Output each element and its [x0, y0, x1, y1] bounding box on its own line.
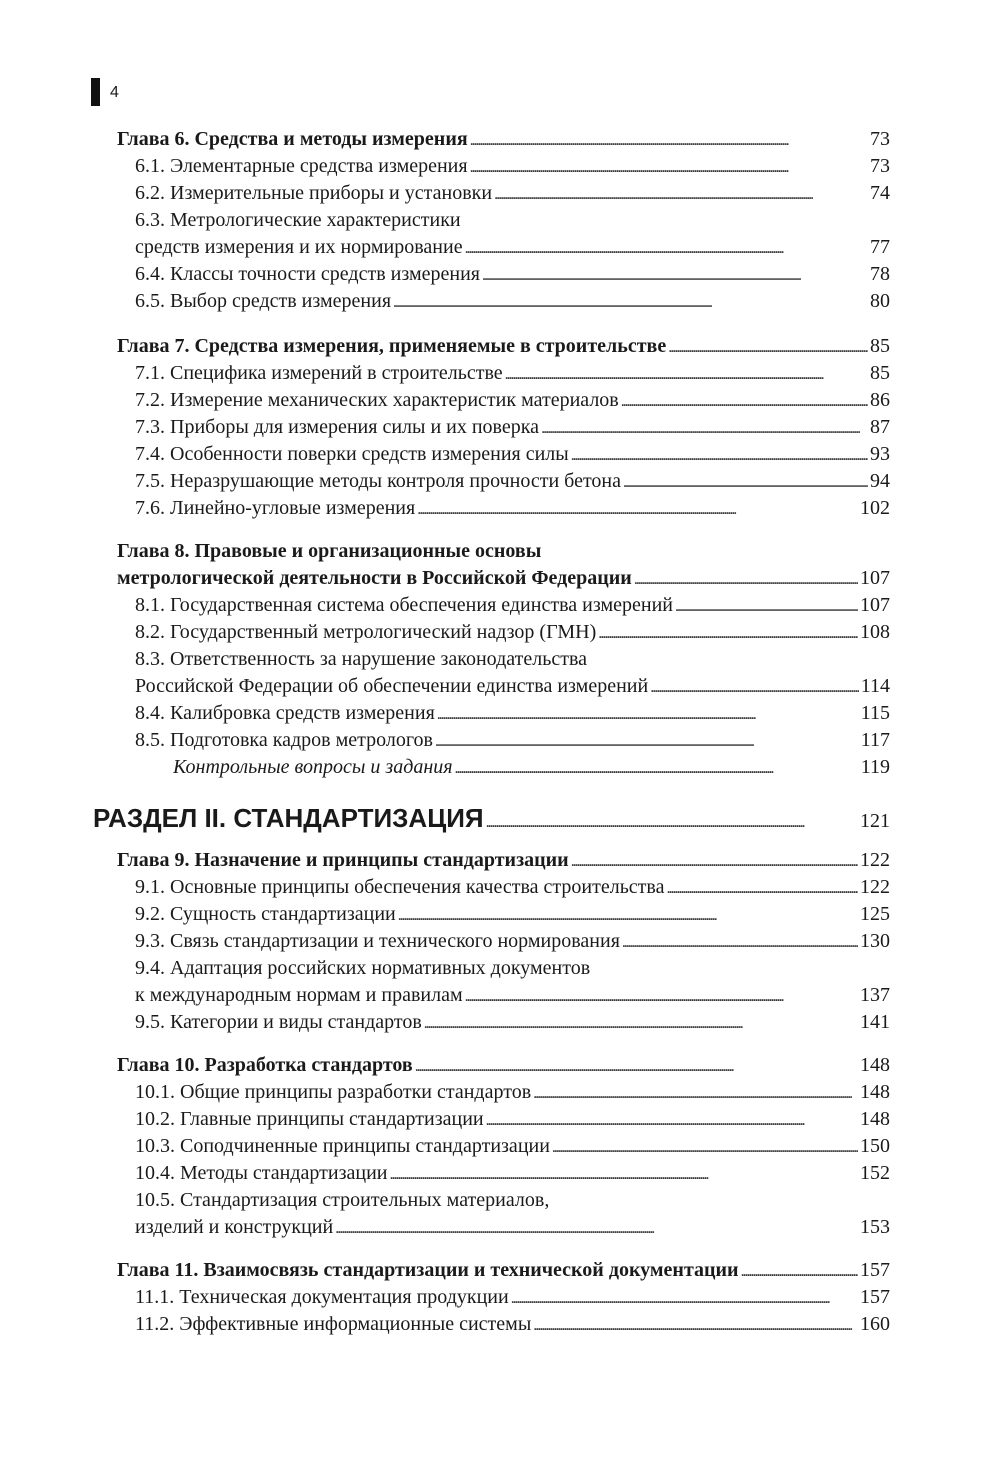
toc-chapter-8[interactable] — [117, 565, 890, 592]
toc-section-7-4[interactable] — [135, 441, 890, 468]
toc-entry-page: 148 — [860, 1081, 890, 1103]
toc-entry-page: 122 — [860, 876, 890, 898]
toc-chapter-9[interactable] — [117, 847, 890, 874]
toc-entry-title: 8.2. Государственный метрологический надзор (ГМН) — [135, 621, 597, 643]
toc-entry-page: 141 — [860, 1011, 890, 1033]
toc-entry-title: 7.1. Специфика измерений в строительстве — [135, 362, 503, 384]
toc-section-7-5[interactable] — [135, 468, 890, 495]
toc-section-9-3[interactable] — [135, 928, 890, 955]
toc-section-7-1[interactable] — [135, 360, 890, 387]
toc-entry-title: 9.5. Категории и виды стандартов — [135, 1011, 422, 1033]
toc-entry-title: Глава 6. Средства и методы измерения — [117, 128, 468, 150]
toc-entry-title: 6.2. Измерительные приборы и установки — [135, 182, 493, 204]
toc-section-8-2[interactable] — [135, 619, 890, 646]
page-marker-bar — [91, 78, 100, 106]
toc-section-10-1[interactable] — [135, 1079, 890, 1106]
toc-section-6-5[interactable] — [135, 288, 890, 315]
toc-section-10-4[interactable] — [135, 1160, 890, 1187]
toc-entry-title: 7.6. Линейно-угловые измерения — [135, 497, 416, 519]
toc-entry-page: 87 — [870, 416, 890, 438]
toc-entry-page: 114 — [860, 675, 890, 697]
toc-questions-8[interactable] — [173, 754, 890, 781]
toc-chapter-11[interactable] — [117, 1257, 890, 1284]
toc-section-11-1[interactable] — [135, 1284, 890, 1311]
toc-entry-title: 10.1. Общие принципы разработки стандартов — [135, 1081, 532, 1103]
toc-section-9-4[interactable] — [135, 982, 890, 1009]
toc-entry-title: Контрольные вопросы и задания — [173, 756, 453, 778]
toc-entry-title: 8.4. Калибровка средств измерения — [135, 702, 435, 724]
toc-entry-page: 77 — [870, 236, 890, 258]
toc-section-10-2[interactable] — [135, 1106, 890, 1133]
toc-entry-page: 73 — [870, 128, 890, 150]
toc-entry-title: Глава 10. Разработка стандартов — [117, 1054, 413, 1076]
toc-entry-page: 115 — [860, 702, 890, 724]
toc-entry-title: метрологической деятельности в Российской Федерации — [117, 567, 632, 589]
toc-entry-title: Глава 7. Средства измерения, применяемые в строительстве — [117, 335, 667, 357]
toc-section-7-3[interactable] — [135, 414, 890, 441]
toc-entry-page: 85 — [870, 335, 890, 357]
toc-entry-page: 78 — [870, 263, 890, 285]
toc-entry-page: 107 — [860, 567, 890, 589]
toc-entry-page: 148 — [860, 1108, 890, 1130]
toc-entry-page: 157 — [860, 1286, 890, 1308]
toc-section-10-5-line1[interactable]: 10.5. Стандартизация строительных материалов, — [135, 1189, 550, 1211]
toc-section-6-3-line1[interactable]: 6.3. Метрологические характеристики — [135, 209, 461, 231]
toc-entry-page: 107 — [860, 594, 890, 616]
toc-part-2[interactable] — [93, 802, 890, 834]
toc-entry-title: 6.5. Выбор средств измерения — [135, 290, 392, 312]
toc-chapter-8-line1[interactable]: Глава 8. Правовые и организационные основы — [117, 540, 542, 562]
toc-entry-title: 7.2. Измерение механических характеристик материалов — [135, 389, 619, 411]
toc-section-11-2[interactable] — [135, 1311, 890, 1338]
toc-entry-page: 122 — [860, 849, 890, 871]
toc-section-6-3[interactable] — [135, 234, 890, 261]
toc-entry-page: 160 — [860, 1313, 890, 1335]
toc-entry-title: 8.5. Подготовка кадров метрологов — [135, 729, 433, 751]
toc-entry-title: 7.4. Особенности поверки средств измерения силы — [135, 443, 569, 465]
toc-chapter-6[interactable] — [117, 126, 890, 153]
toc-entry-page: 125 — [860, 903, 890, 925]
toc-entry-page: 157 — [860, 1259, 890, 1281]
toc-entry-page: 119 — [860, 756, 890, 778]
toc-entry-title: 11.2. Эффективные информационные системы — [135, 1313, 532, 1335]
toc-entry-page: 85 — [870, 362, 890, 384]
toc-entry-title: 6.1. Элементарные средства измерения — [135, 155, 468, 177]
toc-section-6-1[interactable] — [135, 153, 890, 180]
toc-entry-title: РАЗДЕЛ II. СТАНДАРТИЗАЦИЯ — [93, 803, 484, 833]
toc-section-8-3-line1[interactable]: 8.3. Ответственность за нарушение законодательства — [135, 648, 588, 670]
toc-entry-page: 148 — [860, 1054, 890, 1076]
toc-entry-page: 80 — [870, 290, 890, 312]
toc-entry-page: 93 — [870, 443, 890, 465]
toc-entry-title: 10.3. Соподчиненные принципы стандартизации — [135, 1135, 550, 1157]
toc-entry-title: средств измерения и их нормирование — [135, 236, 463, 258]
toc-entry-title: 9.3. Связь стандартизации и технического нормирования — [135, 930, 620, 952]
toc-entry-title: 6.4. Классы точности средств измерения — [135, 263, 480, 285]
toc-entry-page: 74 — [870, 182, 890, 204]
toc-entry-title: к международным нормам и правилам — [135, 984, 463, 1006]
toc-section-9-4-line1[interactable]: 9.4. Адаптация российских нормативных документов — [135, 957, 591, 979]
toc-chapter-7[interactable] — [117, 333, 890, 360]
toc-section-10-3[interactable] — [135, 1133, 890, 1160]
toc-entry-page: 137 — [860, 984, 890, 1006]
toc-section-7-2[interactable] — [135, 387, 890, 414]
toc-entry-title: 9.1. Основные принципы обеспечения качества строительства — [135, 876, 665, 898]
toc-section-8-1[interactable] — [135, 592, 890, 619]
toc-entry-page: 153 — [860, 1216, 890, 1238]
toc-entry-page: 73 — [870, 155, 890, 177]
toc-entry-title: 7.5. Неразрушающие методы контроля прочности бетона — [135, 470, 621, 492]
toc-entry-page: 102 — [860, 497, 890, 519]
toc-section-6-4[interactable] — [135, 261, 890, 288]
page-number: 4 — [110, 84, 119, 101]
toc-entry-title: 7.3. Приборы для измерения силы и их поверка — [135, 416, 540, 438]
toc-section-8-4[interactable] — [135, 700, 890, 727]
toc-entry-page: 108 — [860, 621, 890, 643]
toc-entry-title: изделий и конструкций — [135, 1216, 334, 1238]
toc-section-9-1[interactable] — [135, 874, 890, 901]
toc-entry-page: 86 — [870, 389, 890, 411]
toc-entry-page: 117 — [860, 729, 890, 751]
toc-entry-title: 11.1. Техническая документация продукции — [135, 1286, 509, 1308]
toc-entry-title: 10.4. Методы стандартизации — [135, 1162, 388, 1184]
toc-section-7-6[interactable] — [135, 495, 890, 522]
toc-entry-title: 9.2. Сущность стандартизации — [135, 903, 396, 925]
toc-entry-title: Глава 11. Взаимосвязь стандартизации и технической документации — [117, 1259, 739, 1281]
toc-entry-page: 121 — [860, 810, 890, 832]
toc-section-9-5[interactable] — [135, 1009, 890, 1036]
toc-section-8-3[interactable] — [135, 673, 890, 700]
toc-entry-page: 94 — [870, 470, 890, 492]
toc-entry-title: 10.2. Главные принципы стандартизации — [135, 1108, 484, 1130]
toc-section-10-5[interactable] — [135, 1214, 890, 1241]
toc-entry-page: 130 — [860, 930, 890, 952]
toc-entry-title: Российской Федерации об обеспечении единства измерений — [135, 675, 649, 697]
toc-section-9-2[interactable] — [135, 901, 890, 928]
toc-entry-title: 8.1. Государственная система обеспечения единства измерений — [135, 594, 673, 616]
toc-section-6-2[interactable] — [135, 180, 890, 207]
toc-section-8-5[interactable] — [135, 727, 890, 754]
toc-entry-page: 152 — [860, 1162, 890, 1184]
toc-chapter-10[interactable] — [117, 1052, 890, 1079]
toc-entry-page: 150 — [860, 1135, 890, 1157]
toc-entry-title: Глава 9. Назначение и принципы стандартизации — [117, 849, 569, 871]
